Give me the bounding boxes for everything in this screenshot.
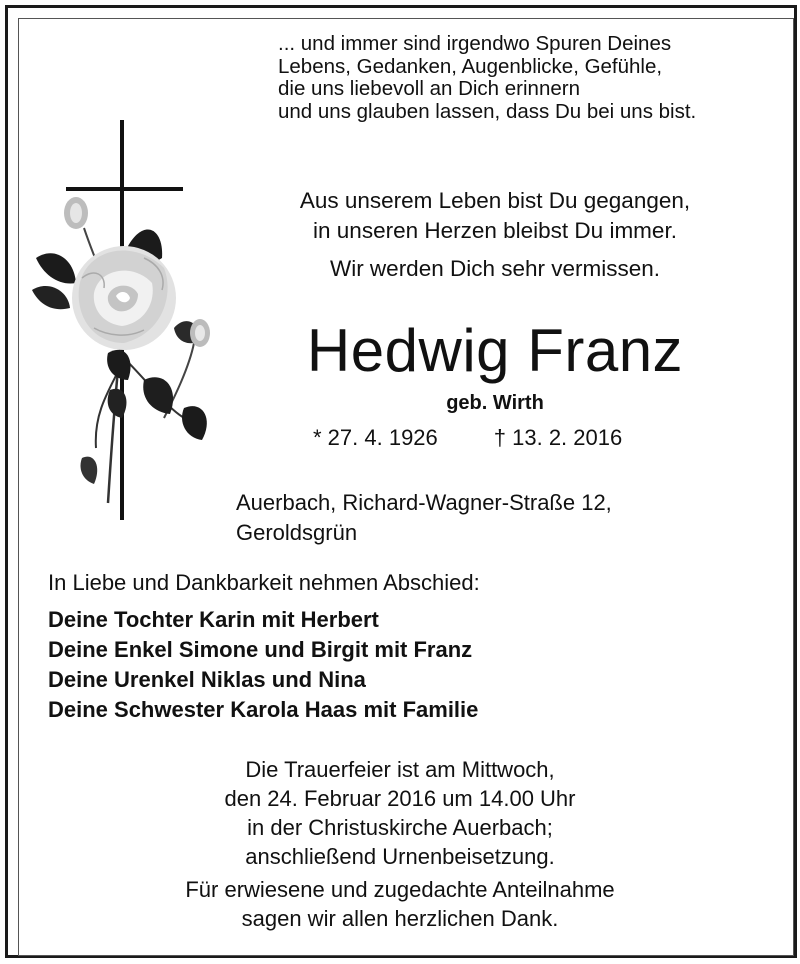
address-line-2: Geroldsgrün xyxy=(236,520,358,545)
mourner-entry: Deine Tochter Karin mit Herbert xyxy=(48,607,379,632)
cross-with-rose-illustration xyxy=(24,118,224,528)
death-date: † 13. 2. 2016 xyxy=(493,425,623,450)
funeral-line: anschließend Urnenbeisetzung. xyxy=(245,844,555,869)
thanks-line: Für erwiesene und zugedachte Anteilnahme xyxy=(185,877,615,902)
memorial-verse xyxy=(230,186,760,284)
verse-line-3: Wir werden Dich sehr vermissen. xyxy=(329,256,661,281)
funeral-details xyxy=(100,755,700,871)
poem-line: Lebens, Gedanken, Augenblicke, Gefühle, xyxy=(278,54,663,78)
poem-line: die uns liebevoll an Dich erinnern xyxy=(278,77,580,101)
thanks-note xyxy=(100,875,700,933)
funeral-line: den 24. Februar 2016 um 14.00 Uhr xyxy=(224,786,576,811)
funeral-line: in der Christuskirche Auerbach; xyxy=(247,815,553,840)
thanks-line: sagen wir allen herzlichen Dank. xyxy=(241,906,559,931)
mourner-entry: Deine Schwester Karola Haas mit Familie xyxy=(48,697,479,722)
verse-line-1: Aus unserem Leben bist Du gegangen, xyxy=(299,188,691,213)
mourners-intro: In Liebe und Dankbarkeit nehmen Abschied: xyxy=(48,570,480,595)
mourner-entry: Deine Urenkel Niklas und Nina xyxy=(48,667,366,692)
mourners-list xyxy=(48,605,478,725)
opening-poem xyxy=(278,33,696,123)
address-line-1: Auerbach, Richard-Wagner-Straße 12, xyxy=(236,490,612,515)
life-dates xyxy=(313,425,622,451)
deceased-name: Hedwig Franz xyxy=(306,317,684,384)
maiden-name: geb. Wirth xyxy=(446,392,544,414)
residence-address xyxy=(236,488,612,548)
poem-line: ... und immer sind irgendwo Spuren Deines xyxy=(278,32,672,55)
birth-date: * 27. 4. 1926 xyxy=(313,425,438,450)
mourner-entry: Deine Enkel Simone und Birgit mit Franz xyxy=(48,637,473,662)
funeral-line: Die Trauerfeier ist am Mittwoch, xyxy=(245,757,555,782)
verse-line-2: in unseren Herzen bleibst Du immer. xyxy=(313,218,677,243)
poem-line: und uns glauben lassen, dass Du bei uns bist. xyxy=(278,99,697,123)
